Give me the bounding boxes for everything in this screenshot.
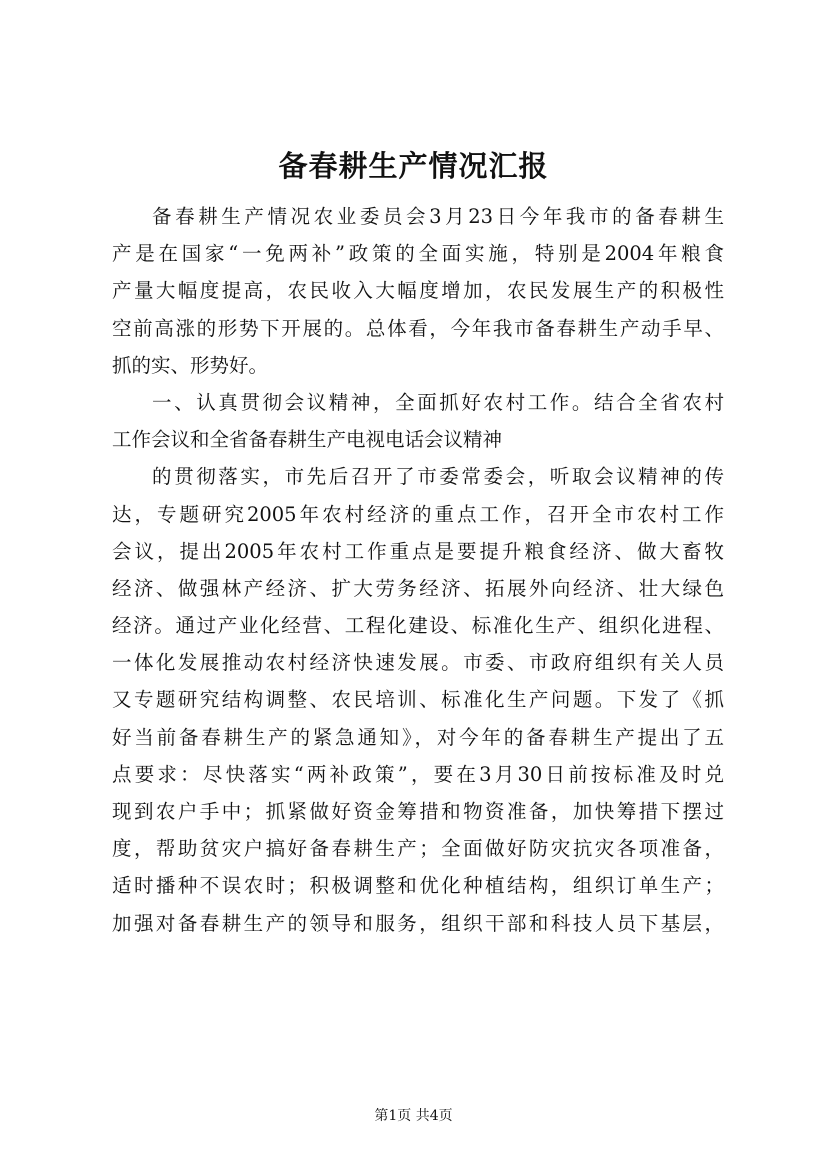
body-line: 适时播种不误农时；积极调整和优化种植结构，组织订单生产； (112, 874, 724, 898)
body-line: 达，专题研究2005年农村经济的重点工作，召开全市农村工作 (112, 502, 724, 526)
body-line: 抓的实、形势好。 (112, 353, 269, 377)
body-line: 产量大幅度提高，农民收入大幅度增加，农民发展生产的积极性 (112, 279, 724, 303)
body-line: 又专题研究结构调整、农民培训、标准化生产问题。下发了《抓 (112, 688, 724, 712)
document-body (112, 198, 724, 942)
body-line: 好当前备春耕生产的紧急通知》，对今年的备春耕生产提出了五 (112, 725, 724, 749)
body-line: 工作会议和全省备春耕生产电视电话会议精神 (112, 428, 503, 452)
body-line: 现到农户手中；抓紧做好资金筹措和物资准备，加快筹措下摆过 (112, 800, 724, 823)
body-line: 一、认真贯彻会议精神，全面抓好农村工作。结合全省农村 (152, 390, 724, 414)
body-line: 会议，提出2005年农村工作重点是要提升粮食经济、做大畜牧 (112, 539, 724, 563)
body-line: 经济。通过产业化经营、工程化建设、标准化生产、组织化进程、 (112, 614, 724, 638)
body-line: 空前高涨的形势下开展的。总体看，今年我市备春耕生产动手早、 (112, 316, 724, 340)
body-line: 度，帮助贫灾户搞好备春耕生产；全面做好防灾抗灾各项准备， (112, 837, 724, 861)
document-title: 备春耕生产情况汇报 (278, 149, 549, 183)
body-line: 产是在国家“一免两补”政策的全面实施，特别是2004年粮食 (112, 242, 724, 266)
body-line: 经济、做强林产经济、扩大劳务经济、拓展外向经济、壮大绿色 (112, 576, 724, 600)
page-footer: 第1页 共4页 (374, 1108, 453, 1124)
body-line: 点要求：尽快落实“两补政策”，要在3月30日前按标准及时兑 (112, 762, 724, 786)
body-line: 加强对备春耕生产的领导和服务，组织干部和科技人员下基层， (112, 911, 724, 935)
body-line: 备春耕生产情况农业委员会3月23日今年我市的备春耕生 (152, 205, 724, 228)
body-line: 的贯彻落实，市先后召开了市委常委会，听取会议精神的传 (152, 465, 724, 489)
body-line: 一体化发展推动农村经济快速发展。市委、市政府组织有关人员 (112, 651, 724, 675)
